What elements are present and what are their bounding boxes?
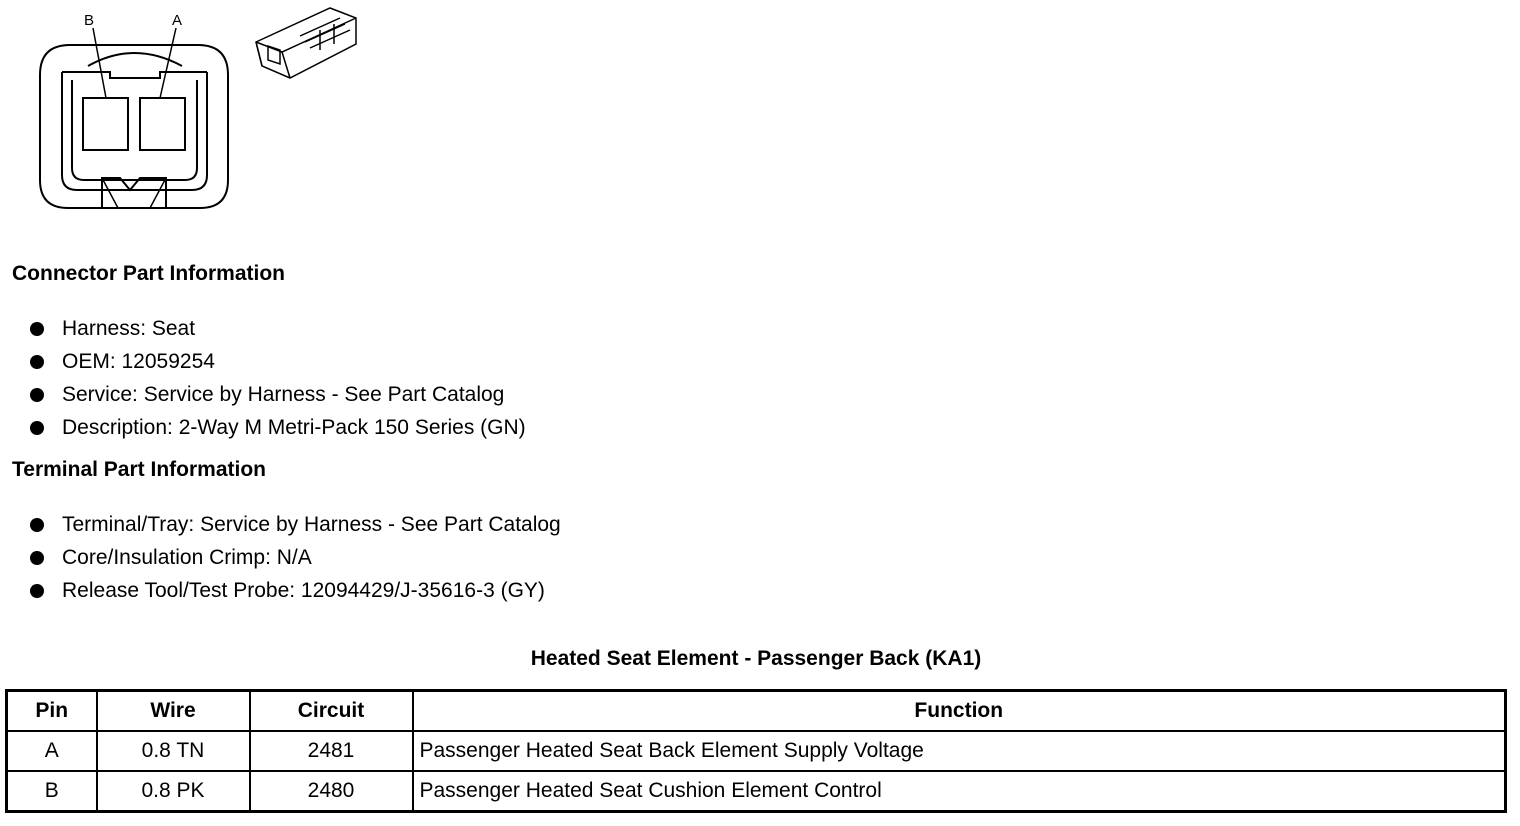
- list-item: [0, 545, 561, 578]
- connector-inner-ring: [72, 80, 197, 180]
- cell-pin: B: [7, 771, 97, 812]
- terminal-part-info-heading: Terminal Part Information: [12, 458, 266, 481]
- connector-part-info-heading: Connector Part Information: [12, 262, 286, 285]
- pinout-table: [5, 689, 1507, 813]
- connector-diagram: [0, 0, 380, 220]
- bullet-icon: [30, 584, 44, 598]
- bullet-icon: [30, 551, 44, 565]
- cell-circuit: 2481: [250, 731, 413, 771]
- column-header-wire: Wire: [97, 691, 250, 732]
- list-item-text: Core/Insulation Crimp: N/A: [62, 546, 312, 569]
- list-item: [0, 349, 526, 382]
- list-item-text: Description: 2-Way M Metri-Pack 150 Series (GN): [62, 416, 526, 439]
- bullet-icon: [30, 322, 44, 336]
- cell-function: Passenger Heated Seat Cushion Element Control: [413, 771, 1506, 812]
- bullet-icon: [30, 388, 44, 402]
- list-item-text: Terminal/Tray: Service by Harness - See Part Catalog: [62, 513, 561, 536]
- bullet-icon: [30, 518, 44, 532]
- cavity-b: [83, 98, 128, 150]
- pin-label-b: B: [84, 12, 95, 29]
- list-item-text: Harness: Seat: [62, 317, 196, 340]
- list-item: [0, 512, 561, 545]
- column-header-circuit: Circuit: [250, 691, 413, 732]
- connector-isometric-icon: [256, 8, 356, 78]
- cavity-a: [140, 98, 185, 150]
- connector-lock-recess: [62, 72, 207, 78]
- table-header-row: [7, 691, 1506, 732]
- column-header-function: Function: [413, 691, 1506, 732]
- list-item: [0, 316, 526, 349]
- list-item: [0, 415, 526, 448]
- cell-pin: A: [7, 731, 97, 771]
- cell-function: Passenger Heated Seat Back Element Supply Voltage: [413, 731, 1506, 771]
- table-row: [7, 731, 1506, 771]
- bullet-icon: [30, 355, 44, 369]
- list-item-text: Release Tool/Test Probe: 12094429/J-35616-3 (GY): [62, 579, 545, 602]
- list-item: [0, 382, 526, 415]
- cell-wire: 0.8 PK: [97, 771, 250, 812]
- bullet-icon: [30, 421, 44, 435]
- list-item: [0, 578, 561, 611]
- list-item-text: Service: Service by Harness - See Part Catalog: [62, 383, 505, 406]
- terminal-info-list: [0, 512, 561, 611]
- list-item-text: OEM: 12059254: [62, 350, 215, 373]
- connector-keyway: [102, 178, 166, 208]
- cell-wire: 0.8 TN: [97, 731, 250, 771]
- table-title: Heated Seat Element - Passenger Back (KA1): [530, 647, 982, 670]
- table-row: [7, 771, 1506, 812]
- connector-info-list: [0, 316, 526, 448]
- pin-label-a: A: [172, 12, 183, 29]
- connector-housing-outline: [40, 45, 228, 208]
- column-header-pin: Pin: [7, 691, 97, 732]
- cell-circuit: 2480: [250, 771, 413, 812]
